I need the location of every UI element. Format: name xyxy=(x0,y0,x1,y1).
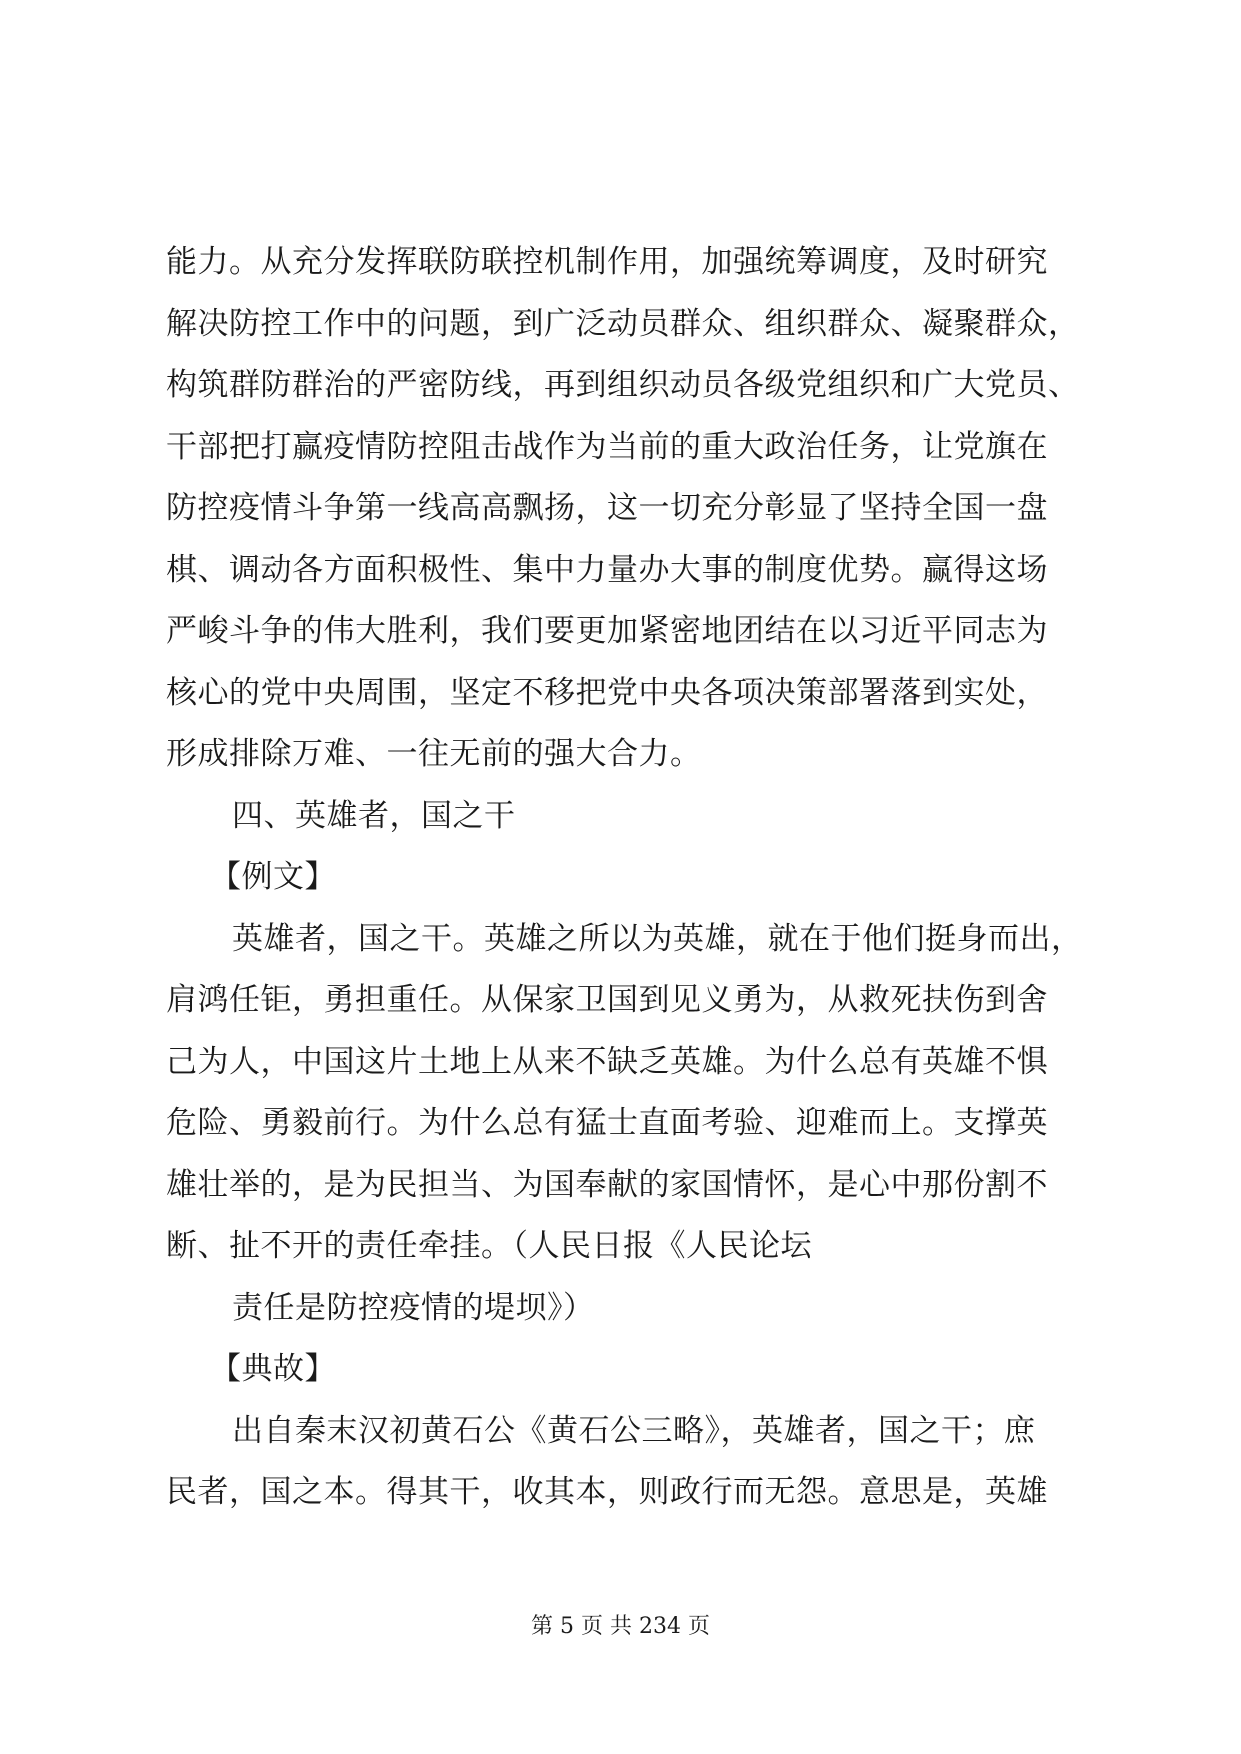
text-line: 防控疫情斗争第一线高高飘扬，这一切充分彰显了坚持全国一盘 xyxy=(166,490,1048,526)
text-line: 干部把打赢疫情防控阻击战作为当前的重大政治任务，让党旗在 xyxy=(166,428,1048,465)
text-line: 己为人，中国这片土地上从来不缺乏英雄。为什么总有英雄不惧 xyxy=(166,1043,1048,1080)
page-number-footer: 第 5 页 共 234 页 xyxy=(531,1614,710,1639)
text-line: 危险、勇毅前行。为什么总有猛士直面考验、迎难而上。支撑英 xyxy=(166,1105,1048,1141)
text-line: 严峻斗争的伟大胜利，我们要更加紧密地团结在以习近平同志为 xyxy=(166,613,1048,649)
body-text xyxy=(166,232,1126,1524)
text-line: 形成排除万难、一往无前的强大合力。 xyxy=(166,736,702,772)
text-line: 断、扯不开的责任牵挂。（人民日报《人民论坛 xyxy=(166,1228,812,1264)
text-line: 英雄者，国之干。英雄之所以为英雄，就在于他们挺身而出， xyxy=(232,920,1083,957)
text-line: 民者，国之本。得其干，收其本，则政行而无怨。意思是，英雄 xyxy=(166,1474,1048,1510)
text-line: 责任是防控疫情的堤坝》） xyxy=(232,1289,595,1326)
text-line: 核心的党中央周围，坚定不移把党中央各项决策部署落到实处， xyxy=(166,674,1048,711)
section-heading: 四、英雄者，国之干 xyxy=(232,797,516,834)
text-line: 解决防控工作中的问题，到广泛动员群众、组织群众、凝聚群众， xyxy=(166,305,1080,342)
text-line: 能力。从充分发挥联防联控机制作用，加强统筹调度，及时研究 xyxy=(166,244,1048,280)
text-line: 肩鸿任钜，勇担重任。从保家卫国到见义勇为，从救死扶伤到舍 xyxy=(166,982,1048,1018)
text-line: 棋、调动各方面积极性、集中力量办大事的制度优势。赢得这场 xyxy=(166,551,1048,588)
text-line: 出自秦末汉初黄石公《黄石公三略》，英雄者，国之干；庶 xyxy=(232,1412,1036,1449)
subheading-allusion: 【典故】 xyxy=(210,1351,336,1387)
text-line: 雄壮举的，是为民担当、为国奉献的家国情怀，是心中那份割不 xyxy=(166,1166,1048,1203)
text-line: 构筑群防群治的严密防线，再到组织动员各级党组织和广大党员、 xyxy=(166,367,1080,403)
subheading-example: 【例文】 xyxy=(210,859,336,895)
